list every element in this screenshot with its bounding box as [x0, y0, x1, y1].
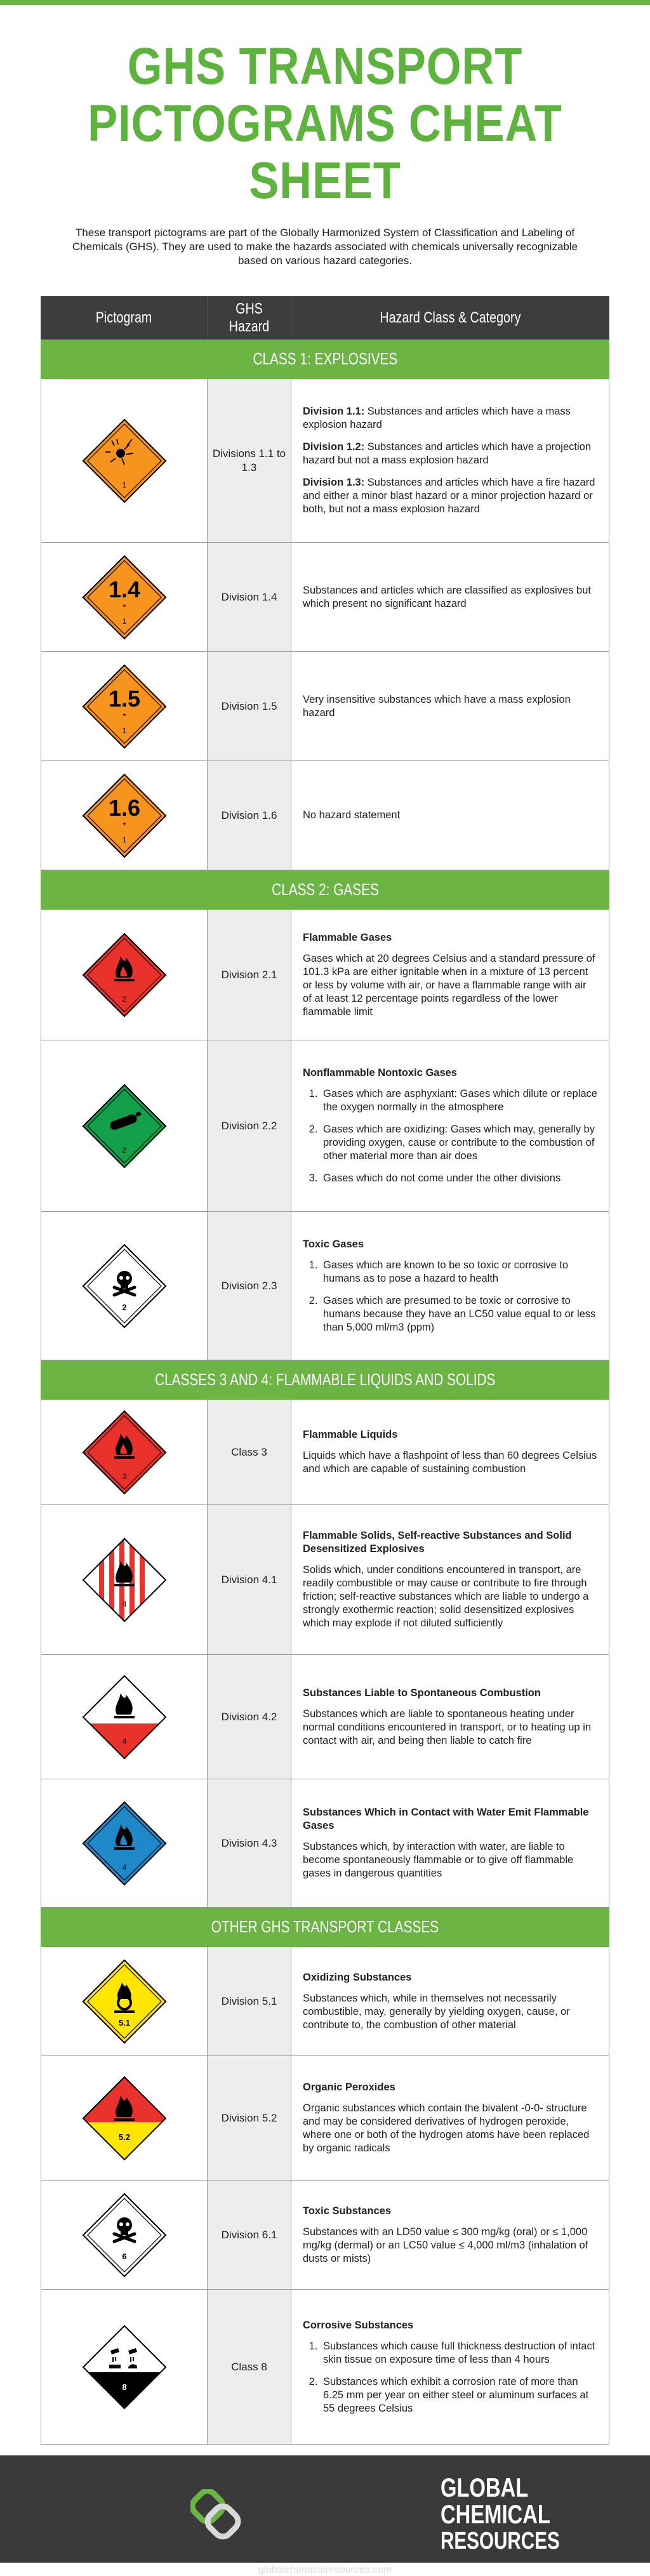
corrosive-pictogram-icon	[80, 2323, 169, 2412]
svg-text:*: *	[122, 710, 126, 721]
toxic-skull-pictogram-icon	[80, 2191, 169, 2280]
hazard-division: Division 6.1	[208, 2181, 291, 2290]
hazard-description: Substances Which in Contact with Water Emit Flammable Gases Substances which, by interaction with water, are liable to become spontaneously flammable or to give off flammable gases in dangerous quantities	[291, 1779, 609, 1908]
svg-text:2: 2	[121, 1302, 127, 1312]
table-row	[41, 1779, 609, 1908]
spontaneous-combustion-pictogram-icon	[80, 1673, 169, 1762]
explosive-1-5-pictogram-icon	[80, 662, 169, 751]
table-row	[41, 379, 609, 543]
header-class: Hazard Class & Category	[291, 296, 609, 340]
brand-logo	[0, 2474, 650, 2554]
svg-text:1.5: 1.5	[108, 685, 140, 712]
title-line-2: PICTOGRAMS CHEAT SHEET	[88, 95, 562, 209]
hazard-division: Class 3	[208, 1400, 291, 1505]
hazard-division: Division 4.1	[208, 1505, 291, 1655]
table-row	[41, 910, 609, 1040]
hazard-description: No hazard statement	[291, 761, 609, 870]
hazard-description: Toxic Gases 1. Gases which are known to be so toxic or corrosive to humans as to pose a hazard to health 2. Gases which are presumed to be toxic or corrosive to humans because they have an LC50 value equal to or less than 5,000 ml/m3 (ppm)	[291, 1212, 609, 1360]
hazard-description: Flammable Solids, Self-reactive Substances and Solid Desensitized Explosives Solids which, under conditions encountered in transport, are readily combustible or may cause or contribute to fire through friction; self-reactive substances which are liable to undergo a strongly exothermic reaction; solid desensitized explosives which may explode if not diluted sufficiently	[291, 1505, 609, 1655]
svg-text:5.2: 5.2	[118, 2132, 130, 2142]
svg-text:1.6: 1.6	[108, 794, 140, 821]
footer-url-link[interactable]: globalchemicalresources.com	[258, 2565, 392, 2575]
svg-text:1: 1	[122, 726, 126, 735]
hazard-description: Flammable Gases Gases which at 20 degrees Celsius and a standard pressure of 101.3 kPa are either ignitable when in a mixture of 13 percent or less by volume with air, or have a flammable range with air of at least 12 percentage points regardless of the lower flammable limit	[291, 910, 609, 1040]
hazard-division: Division 1.6	[208, 761, 291, 870]
svg-text:1.4: 1.4	[108, 576, 140, 602]
explosive-1-6-pictogram-icon	[80, 771, 169, 860]
table-row	[41, 1505, 609, 1655]
hazard-division: Division 4.2	[208, 1655, 291, 1779]
hazard-description: Corrosive Substances 1. Substances which cause full thickness destruction of intact skin tissue on exposure time of less than 4 hours 2. Substances which exhibit a corrosion rate of more than 6.25 mm per year on either steel or aluminum surfaces at 55 degrees Celsius	[291, 2290, 609, 2445]
hazard-description: Oxidizing Substances Substances which, while in themselves not necessarily combustible, may, generally by yielding oxygen, cause, or contribute to, the combustion of other material	[291, 1947, 609, 2056]
svg-text:1: 1	[122, 480, 126, 489]
flame-red-pictogram-icon	[80, 931, 169, 1019]
brand-name-line-1: GLOBAL CHEMICAL	[441, 2473, 550, 2529]
svg-text:2: 2	[122, 1145, 126, 1155]
svg-text:4: 4	[122, 1599, 126, 1609]
intro-paragraph: These transport pictograms are part of the Globally Harmonized System of Classification and Labeling of Chemicals (GHS). They are used to make the hazards associated with chemicals universally recognizable based on various hazard categories.	[72, 227, 578, 267]
hazard-description: Flammable Liquids Liquids which have a flashpoint of less than 60 degrees Celsius and which are capable of sustaining combustion	[291, 1400, 609, 1505]
hazard-description: Toxic Substances Substances with an LD50 value ≤ 300 mg/kg (oral) or ≤ 1,000 mg/kg (dermal) or an LC50 value ≤ 4,000 ml/m3 (inhalation of dusts or mists)	[291, 2181, 609, 2290]
title-line-1: GHS TRANSPORT	[127, 37, 523, 95]
svg-text:8: 8	[121, 2382, 127, 2392]
hazard-description: Substances and articles which are classified as explosives but which present no significant hazard	[291, 543, 609, 652]
gas-cylinder-pictogram-icon	[80, 1082, 169, 1171]
hazard-division: Division 1.4	[208, 543, 291, 652]
hazard-division: Division 1.5	[208, 652, 291, 761]
dangerous-when-wet-pictogram-icon	[80, 1799, 169, 1888]
hazard-description: Nonflammable Nontoxic Gases 1. Gases which are asphyxiant: Gases which dilute or replace the oxygen normally in the atmosphere 2. Gases which are oxidizing: Gases which may, generally by providing oxygen, cause or contribute to the combustion of other material more than air does 3. Gases which do not come under the other divisions	[291, 1040, 609, 1212]
footer	[0, 2455, 650, 2575]
top-accent-bar	[0, 0, 650, 5]
svg-text:1: 1	[122, 616, 126, 626]
section-other: OTHER GHS TRANSPORT CLASSES	[41, 1908, 609, 1947]
table-row	[41, 652, 609, 761]
hazard-division: Division 2.1	[208, 910, 291, 1040]
table-header-row	[41, 296, 609, 340]
hazard-division: Division 5.2	[208, 2056, 291, 2181]
pictogram-table	[41, 296, 609, 2445]
hazard-description: Substances Liable to Spontaneous Combustion Substances which are liable to spontaneous heating under normal conditions encountered in transport, or to heating up in contact with air, and being then liable to catch fire	[291, 1655, 609, 1779]
table-row	[41, 1212, 609, 1360]
table-row	[41, 1400, 609, 1505]
hazard-division: Divisions 1.1 to 1.3	[208, 379, 291, 543]
svg-text:2: 2	[122, 994, 126, 1004]
hazard-description: Organic Peroxides Organic substances which contain the bivalent -0-0- structure and may be considered derivatives of hydrogen peroxide, where one or both of the hydrogen atoms have been replaced by organic radicals	[291, 2056, 609, 2181]
hazard-division: Division 2.3	[208, 1212, 291, 1360]
explosive-1-4-pictogram-icon	[80, 553, 169, 642]
hazard-description: Division 1.1: Substances and articles which have a mass explosion hazard Division 1.2: Substances and articles which have a projection hazard but not a mass explosion hazard Division 1.3: Substances and articles which have a fire hazard and either a minor blast hazard or a minor projection hazard or both, but not a mass explosion hazard	[291, 379, 609, 543]
svg-text:4: 4	[122, 1736, 126, 1746]
table-row	[41, 1655, 609, 1779]
section-gases: CLASS 2: GASES	[41, 870, 609, 910]
section-flammable: CLASSES 3 AND 4: FLAMMABLE LIQUIDS AND SOLIDS	[41, 1360, 609, 1400]
section-explosives: CLASS 1: EXPLOSIVES	[41, 340, 609, 379]
svg-text:*: *	[122, 820, 126, 830]
hazard-division: Division 4.3	[208, 1779, 291, 1908]
hazard-division: Division 5.1	[208, 1947, 291, 2056]
flame-liquid-pictogram-icon	[80, 1408, 169, 1497]
chain-link-logo-icon	[190, 2489, 241, 2540]
table-row	[41, 2290, 609, 2445]
svg-text:*: *	[122, 601, 126, 612]
oxidizer-flame-circle-pictogram-icon	[80, 1957, 169, 2046]
table-row	[41, 1947, 609, 2056]
skull-crossbones-pictogram-icon	[80, 1242, 169, 1331]
svg-text:6: 6	[121, 2251, 127, 2261]
hazard-description: Very insensitive substances which have a mass explosion hazard	[291, 652, 609, 761]
flammable-solid-striped-pictogram-icon	[80, 1536, 169, 1624]
page-title	[46, 38, 605, 209]
svg-text:3: 3	[122, 1471, 126, 1481]
hazard-division: Division 2.2	[208, 1040, 291, 1212]
header-pictogram: Pictogram	[41, 296, 208, 340]
table-row	[41, 761, 609, 870]
table-row	[41, 543, 609, 652]
organic-peroxide-pictogram-icon	[80, 2074, 169, 2163]
svg-text:1: 1	[122, 835, 126, 844]
table-row	[41, 2056, 609, 2181]
svg-text:4: 4	[122, 1862, 126, 1872]
table-row	[41, 1040, 609, 1212]
table-row	[41, 2181, 609, 2290]
brand-name-line-2: RESOURCES	[441, 2528, 560, 2554]
svg-text:5.1: 5.1	[118, 2017, 130, 2028]
hazard-division: Class 8	[208, 2290, 291, 2445]
explosive-bomb-pictogram-icon	[80, 416, 169, 505]
header-hazard: GHS Hazard	[208, 296, 291, 340]
